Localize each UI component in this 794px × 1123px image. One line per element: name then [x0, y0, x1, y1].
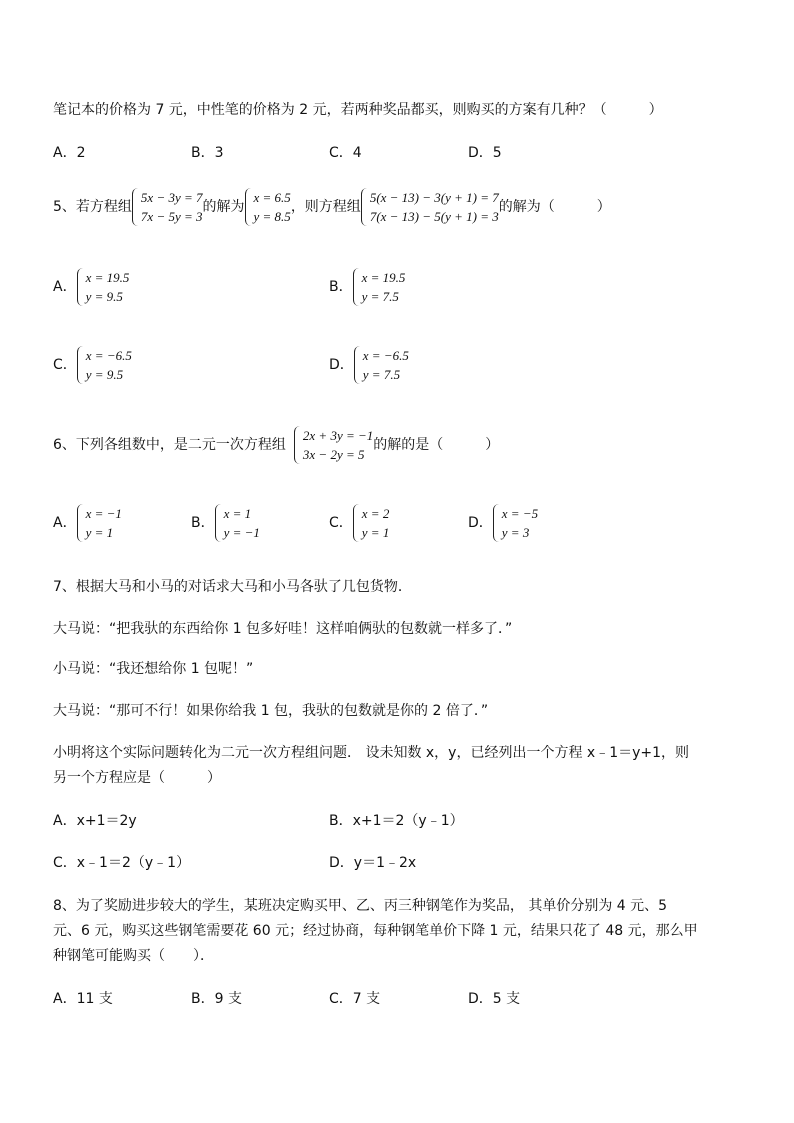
q5-system-2-row2: 7(x − 13) − 5(y + 1) = 3: [369, 209, 499, 224]
option-row-y: y = −1: [223, 525, 260, 540]
option-label: B．: [329, 279, 353, 295]
q5-solution-1: [245, 188, 291, 226]
q8-option-c[interactable]: C．7 支: [329, 991, 381, 1007]
q8-option-b[interactable]: B．9 支: [191, 991, 242, 1007]
q5-solution-1-row1: x = 6.5: [253, 190, 291, 205]
q7-line1: 7、根据大马和小马的对话求大马和小马各驮了几包货物．: [53, 579, 412, 595]
q6-option-a[interactable]: [53, 504, 122, 542]
q7-option-d[interactable]: D．y＝1﹣2x: [329, 855, 417, 871]
q7-line2: 大马说：“把我驮的东西给你 1 包多好哇！这样咱俩驮的包数就一样多了．”: [53, 621, 513, 637]
option-row-y: y = 1: [361, 525, 390, 540]
option-row-x: x = 19.5: [361, 270, 406, 285]
q7-line3: 小马说：“我还想给你 1 包呢！”: [53, 661, 254, 677]
option-row-x: x = 2: [361, 506, 390, 521]
q6-option-b[interactable]: [191, 504, 260, 542]
q5-stem: [53, 188, 611, 226]
q4-option-a[interactable]: A．2: [53, 145, 86, 161]
option-system: [77, 504, 122, 542]
brace-icon: [77, 268, 84, 306]
option-system: [493, 504, 538, 542]
option-row-x: x = −6.5: [85, 348, 132, 363]
option-label: A．: [53, 515, 77, 531]
option-system: [215, 504, 260, 542]
q5-system-1: [132, 188, 203, 226]
brace-icon: [354, 346, 361, 384]
brace-icon: [132, 188, 139, 226]
option-label: C．: [53, 357, 77, 373]
option-system: [353, 268, 406, 306]
q7-line4: 大马说：“那可不行！如果你给我 1 包，我驮的包数就是你的 2 倍了．”: [53, 703, 489, 719]
option-system: [77, 268, 130, 306]
q6-system-row1: 2x + 3y = −1: [302, 428, 374, 443]
brace-icon: [215, 504, 222, 542]
option-row-y: y = 7.5: [361, 289, 399, 304]
q5-system-1-row2: 7x − 5y = 3: [140, 209, 203, 224]
brace-icon: [245, 188, 252, 226]
q5-option-a[interactable]: [53, 268, 129, 306]
q7-option-b[interactable]: B．x+1＝2（y﹣1）: [329, 813, 464, 829]
brace-icon: [77, 346, 84, 384]
q4-option-c[interactable]: C．4: [329, 145, 362, 161]
q7-option-c[interactable]: C．x﹣1＝2（y﹣1）: [53, 855, 191, 871]
q8-option-d[interactable]: D．5 支: [468, 991, 521, 1007]
option-row-y: y = 7.5: [362, 367, 401, 382]
option-row-x: x = 19.5: [85, 270, 130, 285]
q6-prefix: 6、下列各组数中，是二元一次方程组: [53, 437, 286, 453]
option-row-x: x = 1: [223, 506, 252, 521]
option-row-y: y = 1: [85, 525, 114, 540]
q5-system-2: [361, 188, 499, 226]
brace-icon: [493, 504, 500, 542]
q6-system: [294, 426, 373, 464]
option-row-x: x = −5: [501, 506, 539, 521]
option-label: D．: [468, 515, 493, 531]
option-row-x: x = −6.5: [362, 348, 409, 363]
q5-suffix: 的解为（ ）: [498, 199, 611, 215]
q5-mid2: ，则方程组: [290, 199, 361, 215]
option-label: A．: [53, 279, 77, 295]
q5-system-1-row1: 5x − 3y = 7: [140, 190, 203, 205]
option-row-x: x = −1: [85, 506, 122, 521]
q4-option-b[interactable]: B．3: [191, 145, 224, 161]
option-system: [353, 504, 390, 542]
brace-icon: [294, 426, 301, 464]
option-label: B．: [191, 515, 215, 531]
q5-option-d[interactable]: [329, 346, 409, 384]
q6-option-c[interactable]: [329, 504, 389, 542]
q5-prefix: 5、若方程组: [53, 199, 132, 215]
brace-icon: [361, 188, 368, 226]
q4-text: 笔记本的价格为 7 元，中性笔的价格为 2 元，若两种奖品都买，则购买的方案有几种？（ ）: [53, 102, 663, 118]
option-row-y: y = 3: [501, 525, 530, 540]
q6-stem: [53, 426, 499, 464]
q5-mid1: 的解为: [202, 199, 245, 215]
option-system: [354, 346, 409, 384]
option-system: [77, 346, 132, 384]
q7-line6: 另一个方程应是（ ）: [53, 770, 221, 786]
q6-system-row2: 3x − 2y = 5: [302, 447, 365, 462]
q6-suffix: 的解的是（ ）: [373, 437, 500, 453]
q4-option-d[interactable]: D．5: [468, 145, 502, 161]
brace-icon: [77, 504, 84, 542]
q5-system-2-row1: 5(x − 13) − 3(y + 1) = 7: [369, 190, 499, 205]
option-label: D．: [329, 357, 354, 373]
q8-line1: 8、为了奖励进步较大的学生，某班决定购买甲、乙、丙三种钢笔作为奖品， 其单价分别为 4 元、5: [53, 898, 668, 914]
q5-option-c[interactable]: [53, 346, 132, 384]
brace-icon: [353, 268, 360, 306]
option-row-y: y = 9.5: [85, 367, 124, 382]
q8-line2: 元、6 元，购买这些钢笔需要花 60 元；经过协商，每种钢笔单价下降 1 元，结果只花了 48 元，那么甲: [53, 923, 698, 939]
q8-line3: 种钢笔可能购买（ ）．: [53, 948, 214, 964]
q5-solution-1-row2: y = 8.5: [253, 209, 291, 224]
option-row-y: y = 9.5: [85, 289, 123, 304]
q6-option-d[interactable]: [468, 504, 538, 542]
option-label: C．: [329, 515, 353, 531]
q7-option-a[interactable]: A．x+1＝2y: [53, 813, 137, 829]
q5-option-b[interactable]: [329, 268, 405, 306]
q7-line5: 小明将这个实际问题转化为二元一次方程组问题． 设未知数 x，y，已经列出一个方程 x﹣1＝y+1，则: [53, 745, 690, 761]
q8-option-a[interactable]: A．11 支: [53, 991, 113, 1007]
brace-icon: [353, 504, 360, 542]
